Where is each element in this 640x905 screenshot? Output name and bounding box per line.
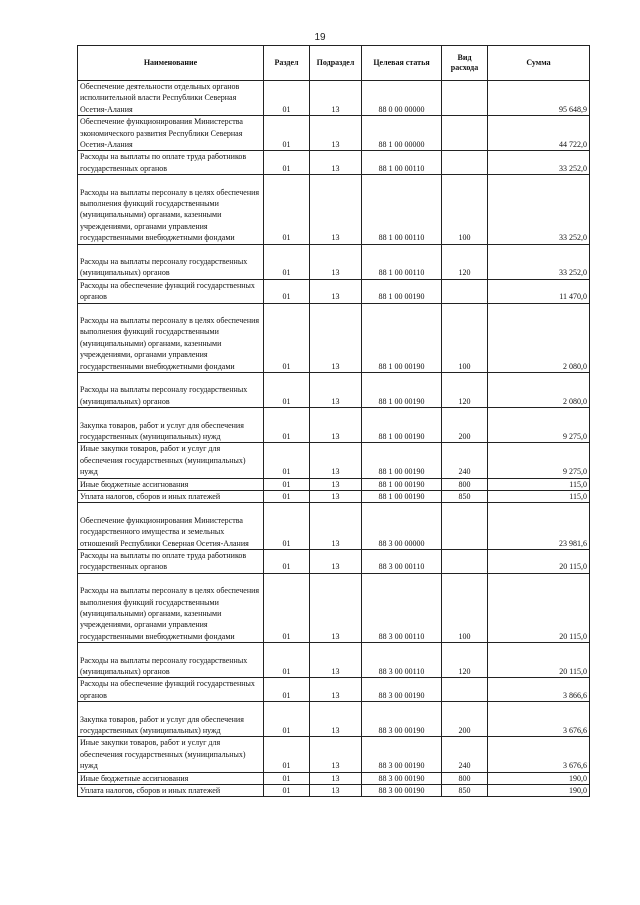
cell-target: 88 1 00 00190 — [362, 279, 442, 303]
page-number: 19 — [314, 32, 326, 43]
cell-sum: 20 115,0 — [488, 573, 590, 642]
cell-section: 01 — [264, 503, 310, 550]
cell-section: 01 — [264, 491, 310, 503]
cell-name: Уплата налогов, сборов и иных платежей — [78, 491, 264, 503]
table-row — [78, 643, 590, 678]
cell-subsection: 13 — [310, 491, 362, 503]
cell-section: 01 — [264, 550, 310, 574]
cell-subsection: 13 — [310, 81, 362, 116]
cell-target: 88 1 00 00110 — [362, 151, 442, 175]
cell-section: 01 — [264, 478, 310, 490]
table-row — [78, 373, 590, 408]
cell-target: 88 1 00 00110 — [362, 244, 442, 279]
table-row — [78, 737, 590, 772]
cell-target: 88 3 00 00000 — [362, 503, 442, 550]
table-body — [78, 81, 590, 797]
cell-sum: 44 722,0 — [488, 116, 590, 151]
cell-type: 240 — [442, 737, 488, 772]
cell-subsection: 13 — [310, 373, 362, 408]
cell-subsection: 13 — [310, 151, 362, 175]
table-row — [78, 772, 590, 784]
cell-type: 200 — [442, 702, 488, 737]
cell-name: Расходы на выплаты персоналу государственных (муниципальных) органов — [78, 373, 264, 408]
cell-type — [442, 116, 488, 151]
cell-name: Расходы на выплаты персоналу государственных (муниципальных) органов — [78, 244, 264, 279]
cell-type — [442, 503, 488, 550]
cell-subsection: 13 — [310, 785, 362, 797]
cell-target: 88 1 00 00190 — [362, 408, 442, 443]
cell-name: Иные бюджетные ассигнования — [78, 772, 264, 784]
cell-name: Расходы на выплаты по оплате труда работников государственных органов — [78, 151, 264, 175]
cell-sum: 3 676,6 — [488, 737, 590, 772]
cell-name: Обеспечение функционирования Министерства экономического развития Республики Северная Осетия-Алания — [78, 116, 264, 151]
cell-name: Расходы на обеспечение функций государственных органов — [78, 279, 264, 303]
cell-type: 850 — [442, 785, 488, 797]
cell-section: 01 — [264, 737, 310, 772]
cell-sum: 11 470,0 — [488, 279, 590, 303]
table-header-row — [78, 46, 590, 81]
cell-section: 01 — [264, 81, 310, 116]
cell-target: 88 3 00 00110 — [362, 550, 442, 574]
cell-name: Расходы на выплаты по оплате труда работников государственных органов — [78, 550, 264, 574]
cell-type: 100 — [442, 175, 488, 244]
cell-subsection: 13 — [310, 244, 362, 279]
cell-target: 88 1 00 00190 — [362, 373, 442, 408]
table-row — [78, 573, 590, 642]
cell-section: 01 — [264, 678, 310, 702]
cell-section: 01 — [264, 116, 310, 151]
cell-sum: 190,0 — [488, 772, 590, 784]
header-sum: Сумма — [488, 46, 590, 81]
cell-type: 100 — [442, 573, 488, 642]
cell-name: Закупка товаров, работ и услуг для обеспечения государственных (муниципальных) нужд — [78, 702, 264, 737]
cell-section: 01 — [264, 573, 310, 642]
table-row — [78, 678, 590, 702]
cell-target: 88 3 00 00110 — [362, 573, 442, 642]
cell-sum: 33 252,0 — [488, 244, 590, 279]
cell-subsection: 13 — [310, 702, 362, 737]
table-row — [78, 303, 590, 372]
cell-type: 200 — [442, 408, 488, 443]
cell-target: 88 1 00 00110 — [362, 175, 442, 244]
cell-sum: 20 115,0 — [488, 550, 590, 574]
cell-type: 800 — [442, 478, 488, 490]
cell-section: 01 — [264, 643, 310, 678]
cell-subsection: 13 — [310, 503, 362, 550]
cell-section: 01 — [264, 303, 310, 372]
cell-subsection: 13 — [310, 772, 362, 784]
cell-subsection: 13 — [310, 678, 362, 702]
cell-sum: 9 275,0 — [488, 443, 590, 478]
cell-target: 88 1 00 00190 — [362, 491, 442, 503]
cell-section: 01 — [264, 785, 310, 797]
table-row — [78, 116, 590, 151]
cell-target: 88 3 00 00190 — [362, 702, 442, 737]
cell-sum: 33 252,0 — [488, 175, 590, 244]
cell-name: Обеспечение деятельности отдельных органов исполнительной власти Республики Северная Осетия-Алания — [78, 81, 264, 116]
cell-target: 88 3 00 00110 — [362, 643, 442, 678]
cell-section: 01 — [264, 244, 310, 279]
budget-table — [77, 45, 590, 797]
cell-section: 01 — [264, 151, 310, 175]
cell-subsection: 13 — [310, 573, 362, 642]
cell-sum: 33 252,0 — [488, 151, 590, 175]
table-row — [78, 702, 590, 737]
table-row — [78, 491, 590, 503]
cell-target: 88 3 00 00190 — [362, 678, 442, 702]
cell-name: Иные закупки товаров, работ и услуг для обеспечения государственных (муниципальных) нужд — [78, 443, 264, 478]
cell-sum: 23 981,6 — [488, 503, 590, 550]
cell-sum: 3 866,6 — [488, 678, 590, 702]
cell-name: Иные бюджетные ассигнования — [78, 478, 264, 490]
cell-target: 88 1 00 00190 — [362, 478, 442, 490]
header-name: Наименование — [78, 46, 264, 81]
cell-type: 100 — [442, 303, 488, 372]
cell-name: Иные закупки товаров, работ и услуг для обеспечения государственных (муниципальных) нужд — [78, 737, 264, 772]
cell-target: 88 3 00 00190 — [362, 772, 442, 784]
cell-target: 88 0 00 00000 — [362, 81, 442, 116]
cell-type: 120 — [442, 373, 488, 408]
cell-name: Расходы на выплаты персоналу в целях обеспечения выполнения функций государственными (муниципальными) органами, казенными учреждениями, органами управления государственными внебюджетными фондами — [78, 175, 264, 244]
cell-sum: 2 080,0 — [488, 373, 590, 408]
cell-name: Уплата налогов, сборов и иных платежей — [78, 785, 264, 797]
header-section: Раздел — [264, 46, 310, 81]
cell-type: 850 — [442, 491, 488, 503]
cell-subsection: 13 — [310, 443, 362, 478]
table-row — [78, 478, 590, 490]
cell-subsection: 13 — [310, 643, 362, 678]
cell-section: 01 — [264, 175, 310, 244]
cell-type — [442, 151, 488, 175]
cell-section: 01 — [264, 279, 310, 303]
cell-type: 120 — [442, 643, 488, 678]
cell-target: 88 1 00 00190 — [362, 303, 442, 372]
cell-name: Расходы на обеспечение функций государственных органов — [78, 678, 264, 702]
cell-type: 240 — [442, 443, 488, 478]
header-subsection: Подраздел — [310, 46, 362, 81]
table-row — [78, 244, 590, 279]
cell-section: 01 — [264, 408, 310, 443]
cell-sum: 115,0 — [488, 478, 590, 490]
cell-subsection: 13 — [310, 550, 362, 574]
cell-type — [442, 678, 488, 702]
cell-subsection: 13 — [310, 116, 362, 151]
cell-name: Расходы на выплаты персоналу государственных (муниципальных) органов — [78, 643, 264, 678]
table-row — [78, 443, 590, 478]
table-row — [78, 175, 590, 244]
table-row — [78, 408, 590, 443]
cell-sum: 95 648,9 — [488, 81, 590, 116]
cell-sum: 190,0 — [488, 785, 590, 797]
cell-subsection: 13 — [310, 303, 362, 372]
header-type: Вид расхода — [442, 46, 488, 81]
table-row — [78, 151, 590, 175]
cell-name: Расходы на выплаты персоналу в целях обеспечения выполнения функций государственными (муниципальными) органами, казенными учреждениями, органами управления государственными внебюджетными фондами — [78, 303, 264, 372]
cell-target: 88 3 00 00190 — [362, 785, 442, 797]
cell-subsection: 13 — [310, 408, 362, 443]
cell-type — [442, 81, 488, 116]
cell-type: 800 — [442, 772, 488, 784]
cell-target: 88 1 00 00000 — [362, 116, 442, 151]
header-target: Целевая статья — [362, 46, 442, 81]
cell-sum: 3 676,6 — [488, 702, 590, 737]
cell-type: 120 — [442, 244, 488, 279]
cell-section: 01 — [264, 443, 310, 478]
cell-sum: 115,0 — [488, 491, 590, 503]
table-row — [78, 279, 590, 303]
cell-name: Расходы на выплаты персоналу в целях обеспечения выполнения функций государственными (муниципальными) органами, казенными учреждениями, органами управления государственными внебюджетными фондами — [78, 573, 264, 642]
cell-target: 88 1 00 00190 — [362, 443, 442, 478]
table-row — [78, 550, 590, 574]
table-row — [78, 785, 590, 797]
cell-sum: 2 080,0 — [488, 303, 590, 372]
cell-sum: 20 115,0 — [488, 643, 590, 678]
cell-subsection: 13 — [310, 737, 362, 772]
table-row — [78, 81, 590, 116]
cell-target: 88 3 00 00190 — [362, 737, 442, 772]
cell-subsection: 13 — [310, 279, 362, 303]
cell-name: Обеспечение функционирования Министерства государственного имущества и земельных отношений Республики Северная Осетия-Алания — [78, 503, 264, 550]
cell-section: 01 — [264, 702, 310, 737]
cell-section: 01 — [264, 772, 310, 784]
cell-name: Закупка товаров, работ и услуг для обеспечения государственных (муниципальных) нужд — [78, 408, 264, 443]
cell-subsection: 13 — [310, 478, 362, 490]
cell-section: 01 — [264, 373, 310, 408]
cell-subsection: 13 — [310, 175, 362, 244]
cell-type — [442, 279, 488, 303]
cell-type — [442, 550, 488, 574]
table-row — [78, 503, 590, 550]
cell-sum: 9 275,0 — [488, 408, 590, 443]
